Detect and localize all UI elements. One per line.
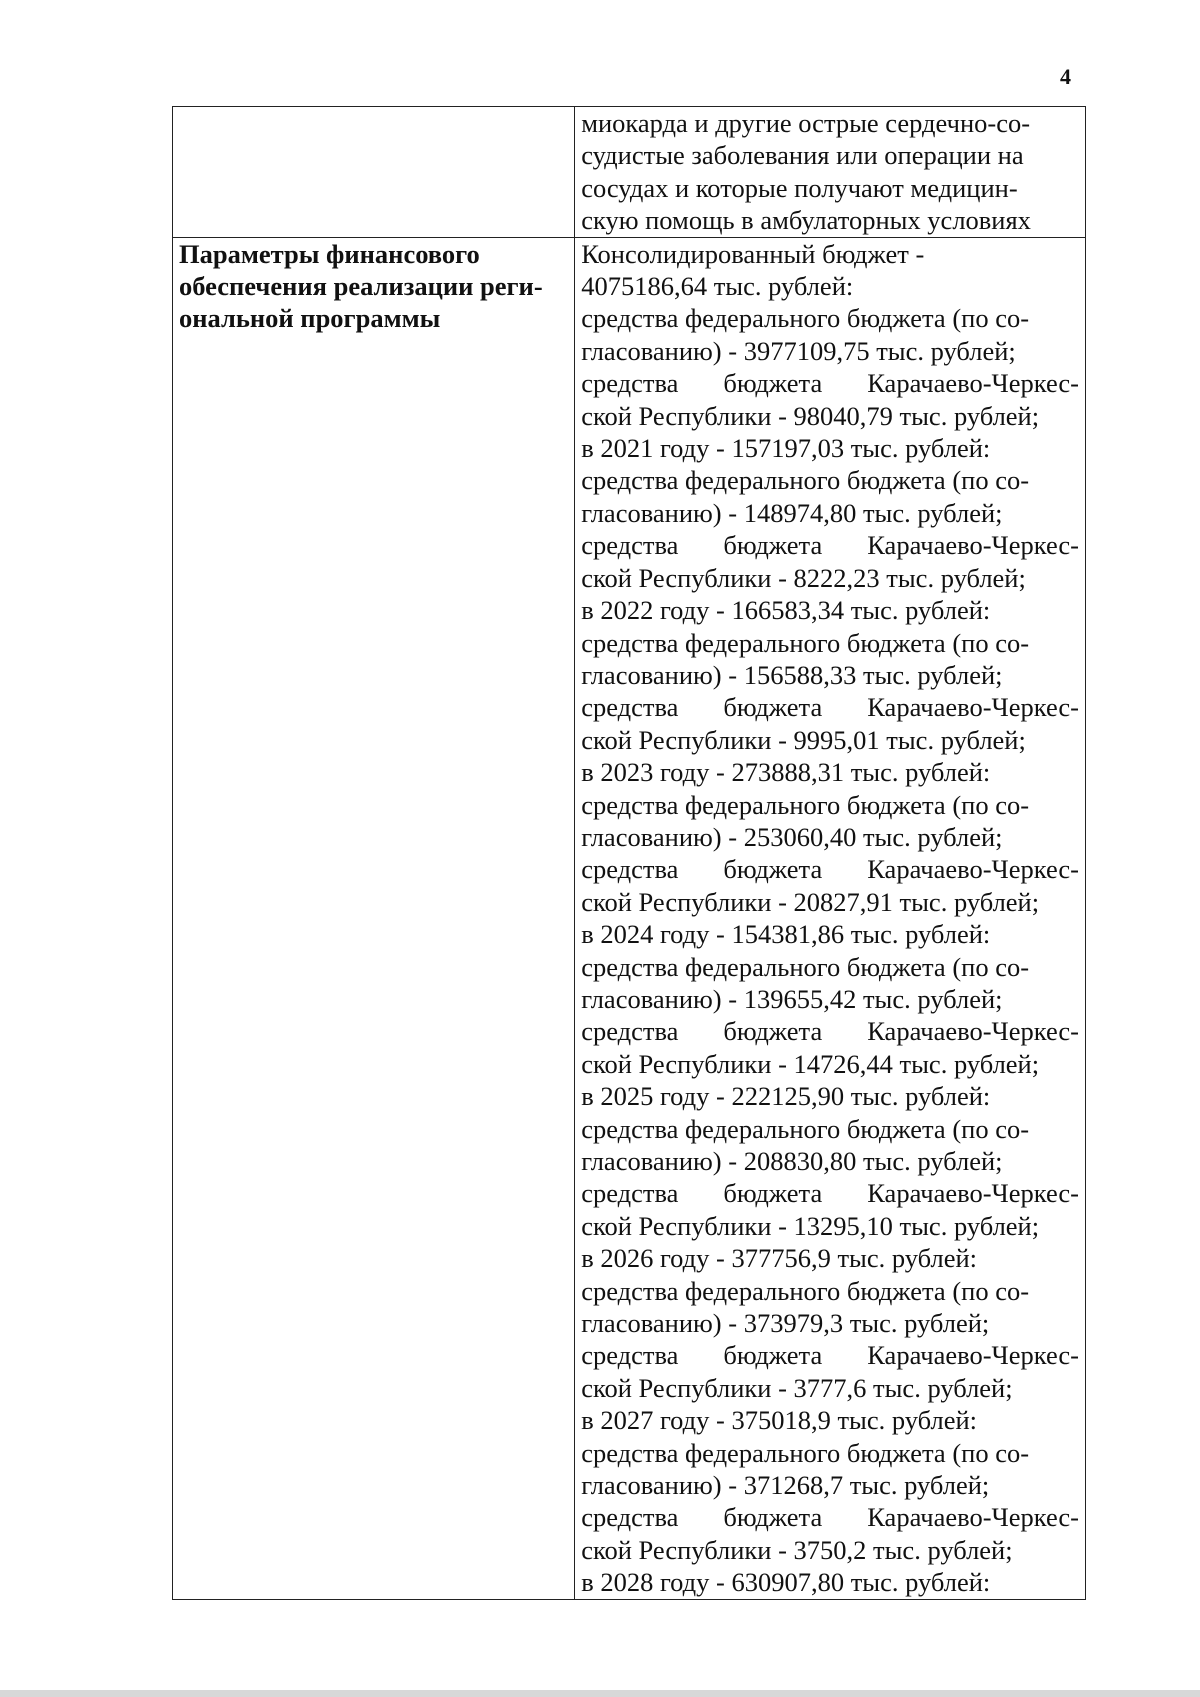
financing-parameters-values <box>581 238 1079 1599</box>
text-line: в 2027 году - 375018,9 тыс. рублей: <box>581 1405 978 1436</box>
table-row <box>173 237 1086 1599</box>
text-line: ской Республики - 13295,10 тыс. рублей; <box>581 1210 1040 1241</box>
text-line: средства бюджета Карачаево-Черкес- <box>581 368 1079 399</box>
text-line: в 2021 году - 157197,03 тыс. рублей: <box>581 433 991 464</box>
text-line: гласованию) - 208830,80 тыс. рублей; <box>581 1146 1003 1176</box>
text-line: ской Республики - 3750,2 тыс. рублей; <box>581 1534 1013 1565</box>
text-line: средства бюджета Карачаево-Черкес- <box>581 1178 1079 1209</box>
page-number: 4 <box>1060 64 1071 89</box>
text-line: ской Республики - 14726,44 тыс. рублей; <box>581 1048 1040 1079</box>
text-line: в 2026 году - 377756,9 тыс. рублей: <box>581 1243 978 1274</box>
text-line: средства федерального бюджета (по со- <box>581 951 1030 982</box>
text-line: в 2025 году - 222125,90 тыс. рублей: <box>581 1081 991 1112</box>
text-line: средства бюджета Карачаево-Черкес- <box>581 1340 1079 1371</box>
text-line: гласованию) - 371268,7 тыс. рублей; <box>581 1470 990 1501</box>
row2-value-cell <box>575 237 1086 1599</box>
financing-parameters-label <box>179 238 568 335</box>
text-line: гласованию) - 373979,3 тыс. рублей; <box>581 1308 990 1339</box>
text-line: гласованию) - 139655,42 тыс. рублей; <box>581 983 1003 1014</box>
label-line: Параметры финансового <box>179 238 480 269</box>
text-line: средства федерального бюджета (по со- <box>581 627 1030 658</box>
text-line: средства федерального бюджета (по со- <box>581 1113 1030 1144</box>
text-line: средства бюджета Карачаево-Черкес- <box>581 1502 1079 1533</box>
text-line: средства федерального бюджета (по со- <box>581 789 1030 820</box>
label-line: ональной программы <box>179 303 441 334</box>
text-line: Консолидированный бюджет - <box>581 238 925 269</box>
row1-value-cell <box>575 107 1086 238</box>
text-line: ской Республики - 8222,23 тыс. рублей; <box>581 562 1026 593</box>
text-line: ской Республики - 9995,01 тыс. рублей; <box>581 724 1026 755</box>
text-line: скую помощь в амбулаторных условиях <box>581 205 1031 236</box>
text-line: миокарда и другие острые сердечно-со- <box>581 108 1031 138</box>
text-line: гласованию) - 253060,40 тыс. рублей; <box>581 821 1003 852</box>
text-line: ской Республики - 98040,79 тыс. рублей; <box>581 400 1040 431</box>
text-line: ской Республики - 20827,91 тыс. рублей; <box>581 886 1040 917</box>
text-line: гласованию) - 148974,80 тыс. рублей; <box>581 497 1003 528</box>
row2-label-cell <box>173 237 575 1599</box>
text-line: средства федерального бюджета (по со- <box>581 303 1030 334</box>
text-line: средства бюджета Карачаево-Черкес- <box>581 530 1079 561</box>
label-line: обеспечения реализации реги- <box>179 271 543 302</box>
text-line: средства бюджета Карачаево-Черкес- <box>581 854 1079 885</box>
text-line: средства федерального бюджета (по со- <box>581 1437 1030 1468</box>
text-line: в 2024 году - 154381,86 тыс. рублей: <box>581 919 991 950</box>
row1-label-cell <box>173 107 575 238</box>
text-line: средства бюджета Карачаево-Черкес- <box>581 692 1079 723</box>
text-line: гласованию) - 3977109,75 тыс. рублей; <box>581 335 1016 366</box>
text-line: средства федерального бюджета (по со- <box>581 1275 1030 1306</box>
text-line: 4075186,64 тыс. рублей: <box>581 271 854 302</box>
text-line: средства бюджета Карачаево-Черкес- <box>581 1016 1079 1047</box>
text-line: средства федерального бюджета (по со- <box>581 465 1030 496</box>
text-line: гласованию) - 156588,33 тыс. рублей; <box>581 659 1003 690</box>
text-line: судистые заболевания или операции на <box>581 140 1024 171</box>
text-line: в 2028 году - 630907,80 тыс. рублей: <box>581 1567 991 1598</box>
program-passport-table <box>172 106 1086 1600</box>
text-line: в 2023 году - 273888,31 тыс. рублей: <box>581 757 991 788</box>
row1-value-lines <box>581 107 1079 237</box>
bottom-scroll-strip <box>0 1690 1200 1697</box>
table-row <box>173 107 1086 238</box>
text-line: ской Республики - 3777,6 тыс. рублей; <box>581 1372 1013 1403</box>
text-line: в 2022 году - 166583,34 тыс. рублей: <box>581 595 991 626</box>
text-line: сосудах и которые получают медицин- <box>581 172 1018 203</box>
